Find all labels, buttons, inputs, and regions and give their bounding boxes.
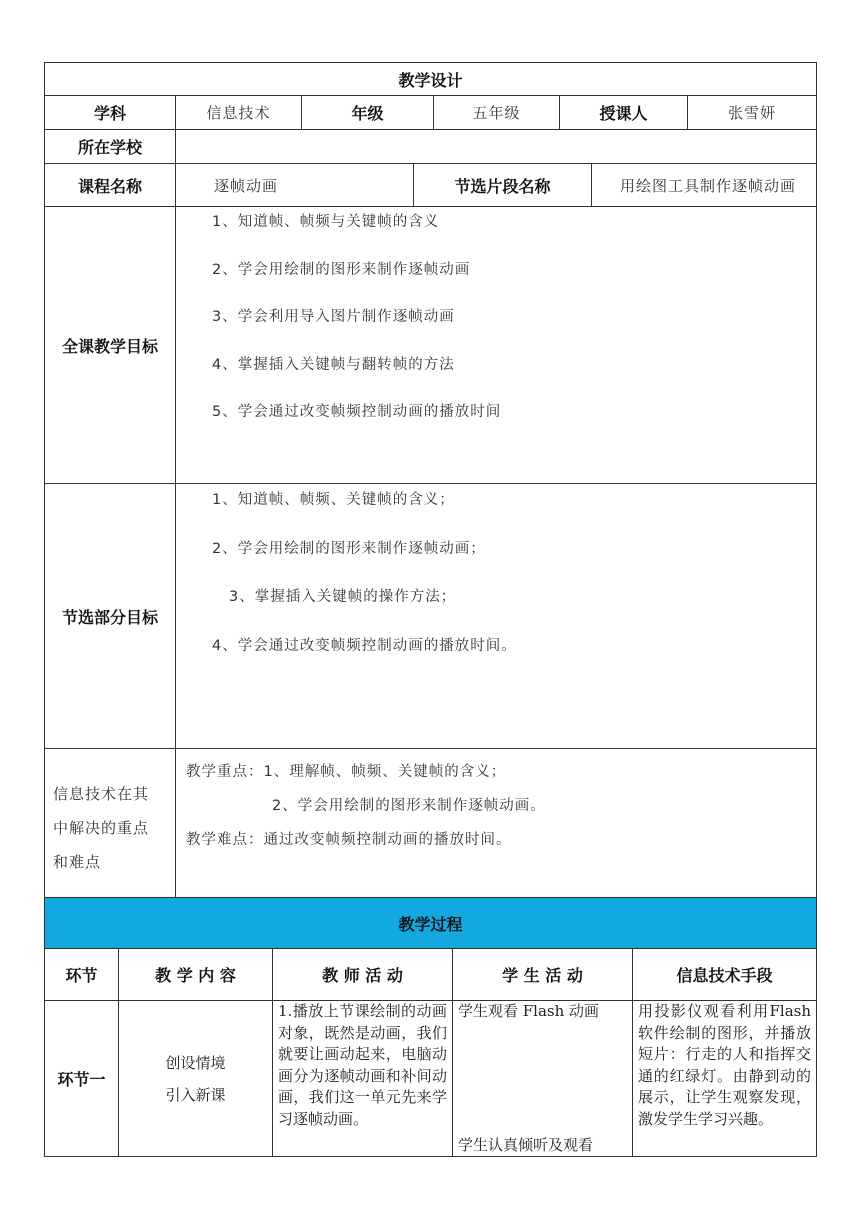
teacher-label: 授课人	[560, 96, 688, 130]
header-stage: 环节	[45, 949, 119, 1001]
process-title: 教学过程	[45, 898, 817, 949]
segment-goal-item: 3、掌握插入关键帧的操作方法；	[229, 589, 457, 605]
student-activity-bottom: 学生认真倾听及观看	[458, 1135, 594, 1154]
course-value: 逐帧动画	[176, 164, 414, 207]
info-table	[44, 62, 817, 164]
course-goal-item: 1、知道帧、帧频与关键帧的含义	[212, 214, 440, 230]
header-content: 教 学 内 容	[119, 949, 273, 1001]
segment-goal-item: 2、学会用绘制的图形来制作逐帧动画；	[212, 540, 486, 557]
header-teacher: 教 师 活 动	[273, 949, 453, 1001]
key-points-label-line: 和难点	[53, 853, 102, 871]
student-activity-top: 学生观看 Flash 动画	[458, 1002, 600, 1020]
segment-goal-item: 1、知道帧、帧频、关键帧的含义；	[212, 492, 455, 508]
course-goal-item: 5、学会通过改变帧频控制动画的播放时间	[212, 404, 502, 420]
school-label: 所在学校	[45, 130, 176, 164]
tech-means-cell: 用投影仪观看利用Flash软件绘制的图形，并播放短片：行走的人和指挥交通的红绿灯。由静到动的展示，让学生观察发现，激发学生学习兴趣。	[633, 1001, 817, 1157]
key-points-label-line: 信息技术在其	[53, 785, 150, 803]
lesson-plan	[44, 62, 816, 1157]
grade-label: 年级	[302, 96, 434, 130]
course-goal-item: 4、掌握插入关键帧与翻转帧的方法	[212, 356, 455, 373]
segment-value: 用绘图工具制作逐帧动画	[592, 164, 817, 207]
goals-table	[44, 206, 817, 898]
content-cell	[119, 1001, 273, 1157]
grade-value: 五年级	[434, 96, 560, 130]
segment-goals-list	[176, 484, 817, 749]
teacher-activity-cell: 1.播放上节课绘制的动画对象，既然是动画，我们就要让画动起来，电脑动画分为逐帧动画和补间动画，我们这一单元先来学习逐帧动画。	[273, 1001, 453, 1157]
course-label: 课程名称	[45, 164, 176, 207]
key-points-label	[45, 749, 176, 898]
key-point-line: 教学重点：1、理解帧、帧频、关键帧的含义；	[186, 764, 507, 780]
content-line: 引入新课	[165, 1085, 226, 1104]
course-goals-list	[176, 207, 817, 484]
subject-label: 学科	[45, 96, 176, 130]
key-points-content	[176, 749, 817, 898]
header-student: 学 生 活 动	[453, 949, 633, 1001]
course-goals-label: 全课教学目标	[45, 207, 176, 484]
segment-goal-item: 4、学会通过改变帧频控制动画的播放时间。	[212, 637, 517, 654]
key-point-line: 2、学会用绘制的图形来制作逐帧动画。	[272, 798, 546, 814]
school-value	[176, 130, 817, 164]
segment-label: 节选片段名称	[414, 164, 592, 207]
course-goal-item: 3、学会利用导入图片制作逐帧动画	[212, 309, 455, 325]
document-title: 教学设计	[45, 63, 817, 96]
table-row	[45, 1001, 817, 1157]
teacher-value: 张雪妍	[688, 96, 817, 130]
header-tech: 信息技术手段	[633, 949, 817, 1001]
student-activity-cell	[453, 1001, 633, 1157]
course-table	[44, 163, 817, 207]
subject-value: 信息技术	[176, 96, 302, 130]
content-line: 创设情境	[165, 1053, 226, 1072]
key-points-label-line: 中解决的重点	[53, 819, 150, 837]
key-point-line: 教学难点：通过改变帧频控制动画的播放时间。	[186, 832, 512, 848]
process-table	[44, 897, 817, 1157]
stage-cell: 环节一	[45, 1001, 119, 1157]
course-goal-item: 2、学会用绘制的图形来制作逐帧动画	[212, 261, 471, 278]
segment-goals-label: 节选部分目标	[45, 484, 176, 749]
